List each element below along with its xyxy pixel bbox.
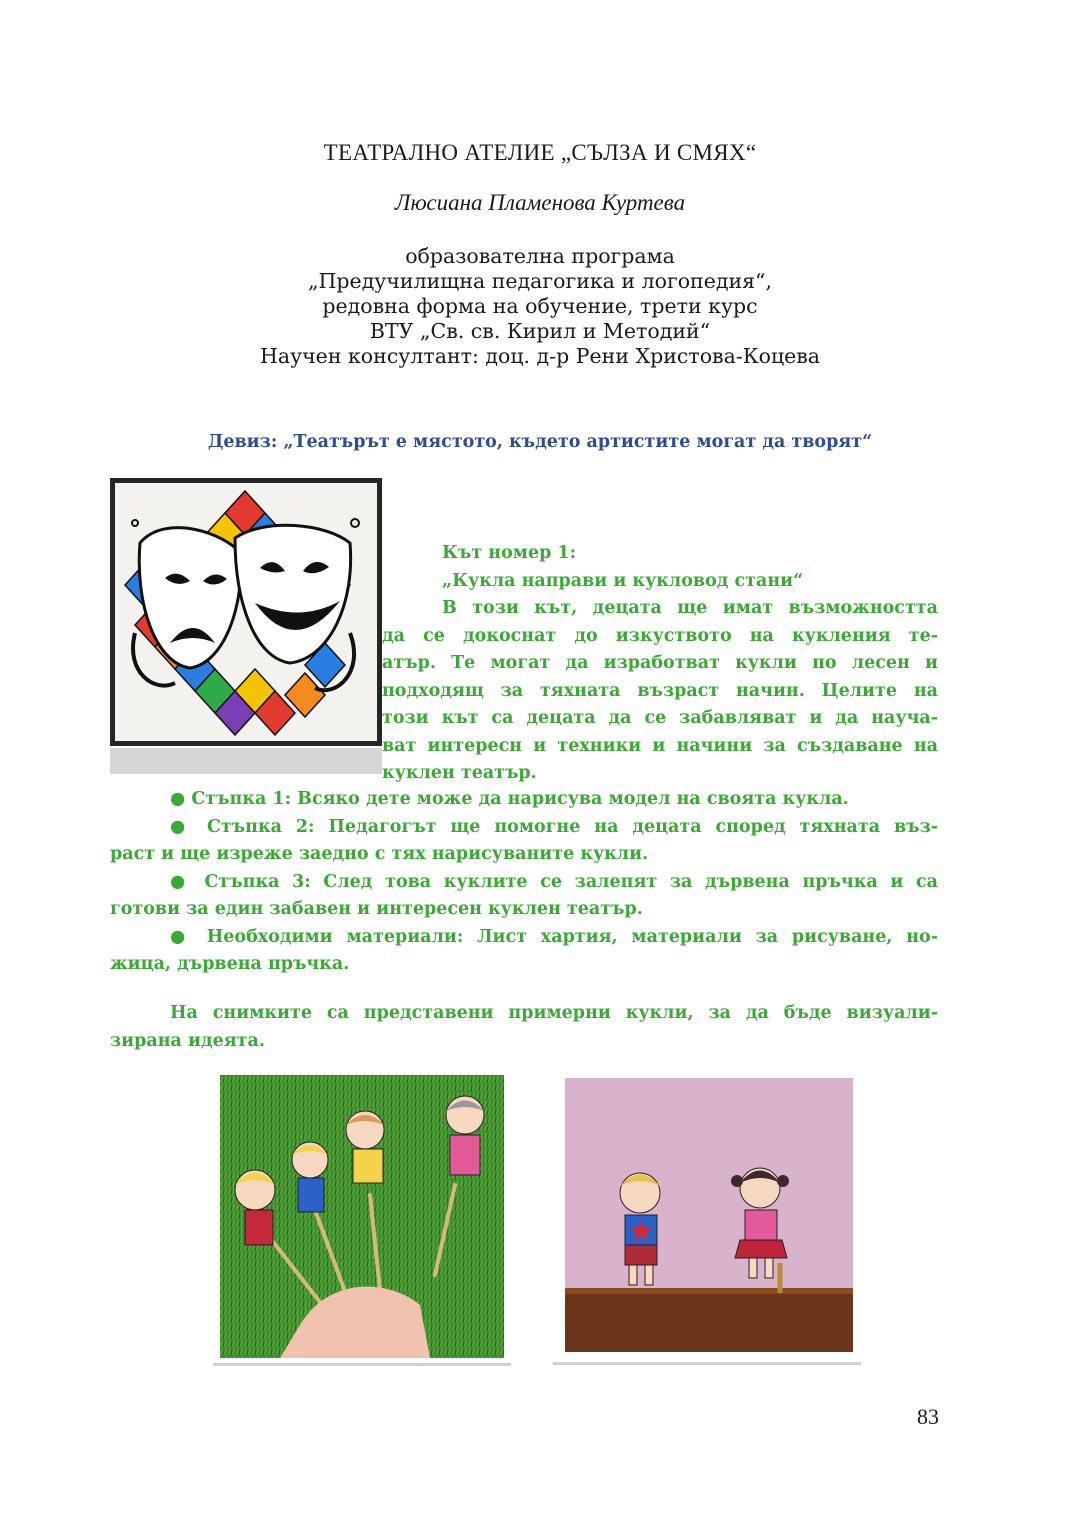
intro-line: подходящ за тяхната възраст начин. Целите на bbox=[382, 680, 938, 701]
corner-description bbox=[382, 540, 938, 788]
intro-line: да се докоснат до изкуството на кукления те- bbox=[382, 625, 938, 646]
page-title: ТЕАТРАЛНО АТЕЛИЕ „СЪЛЗА И СМЯХ“ bbox=[323, 140, 757, 165]
step-item: ● Стъпка 2: Педагогът ще помогне на децата според тяхната въз- bbox=[170, 816, 938, 837]
step-item: ● Стъпка 1: Всяко дете може да нарисува модел на своята кукла. bbox=[170, 789, 849, 809]
step-item-cont: раст и ще изреже заедно с тях нарисуваните кукли. bbox=[110, 844, 649, 864]
step-item-cont: жица, дървена пръчка. bbox=[110, 954, 350, 974]
note-line: На снимките са представени примерни кукли, за да бъде визуали- bbox=[170, 1003, 938, 1023]
author-name: Люсиана Пламенова Куртева bbox=[394, 190, 686, 215]
intro-line: куклен театър. bbox=[382, 763, 537, 783]
affiliation-line: ВТУ „Св. св. Кирил и Методий“ bbox=[369, 319, 711, 343]
intro-line: този кът са децата да се забавляват и да науча- bbox=[382, 708, 938, 728]
motto: Девиз: „Театърът е мястото, където артистите могат да творят“ bbox=[207, 432, 873, 452]
affiliation-block bbox=[0, 244, 1080, 369]
step-item: ● Необходими материали: Лист хартия, материали за рисуване, но- bbox=[170, 926, 938, 947]
note-line: зирана идеята. bbox=[110, 1030, 265, 1051]
photos-note bbox=[110, 1000, 938, 1055]
photo-underline bbox=[213, 1363, 511, 1366]
puppets-on-grass-photo bbox=[220, 1075, 504, 1358]
affiliation-line: редовна форма на обучение, трети курс bbox=[322, 294, 758, 318]
intro-line: атър. Те могат да изработват кукли по лесен и bbox=[382, 653, 938, 673]
image-shadow bbox=[110, 748, 382, 774]
step-item: ● Стъпка 3: След това куклите се залепят за дървена пръчка и са bbox=[170, 871, 938, 892]
affiliation-line: Научен консултант: доц. д-р Рени Христова-Коцева bbox=[259, 344, 821, 368]
corner-subheading: „Кукла направи и кукловод стани“ bbox=[442, 570, 804, 591]
step-item-cont: готови за един забавен и интересен куклен театър. bbox=[110, 899, 643, 919]
affiliation-line: образователна програма bbox=[405, 244, 675, 268]
page-number: 83 bbox=[917, 1404, 939, 1429]
intro-line: ват интересн и техники и начини за създаване на bbox=[382, 735, 938, 756]
theatre-masks-image bbox=[110, 478, 382, 746]
steps-list bbox=[110, 786, 938, 979]
corner-heading: Кът номер 1: bbox=[442, 543, 577, 563]
puppets-on-stage-photo bbox=[565, 1078, 853, 1352]
photo-underline bbox=[553, 1362, 861, 1365]
affiliation-line: „Предучилищна педагогика и логопедия“, bbox=[307, 269, 773, 293]
intro-line: В този кът, децата ще имат възможността bbox=[442, 598, 938, 618]
